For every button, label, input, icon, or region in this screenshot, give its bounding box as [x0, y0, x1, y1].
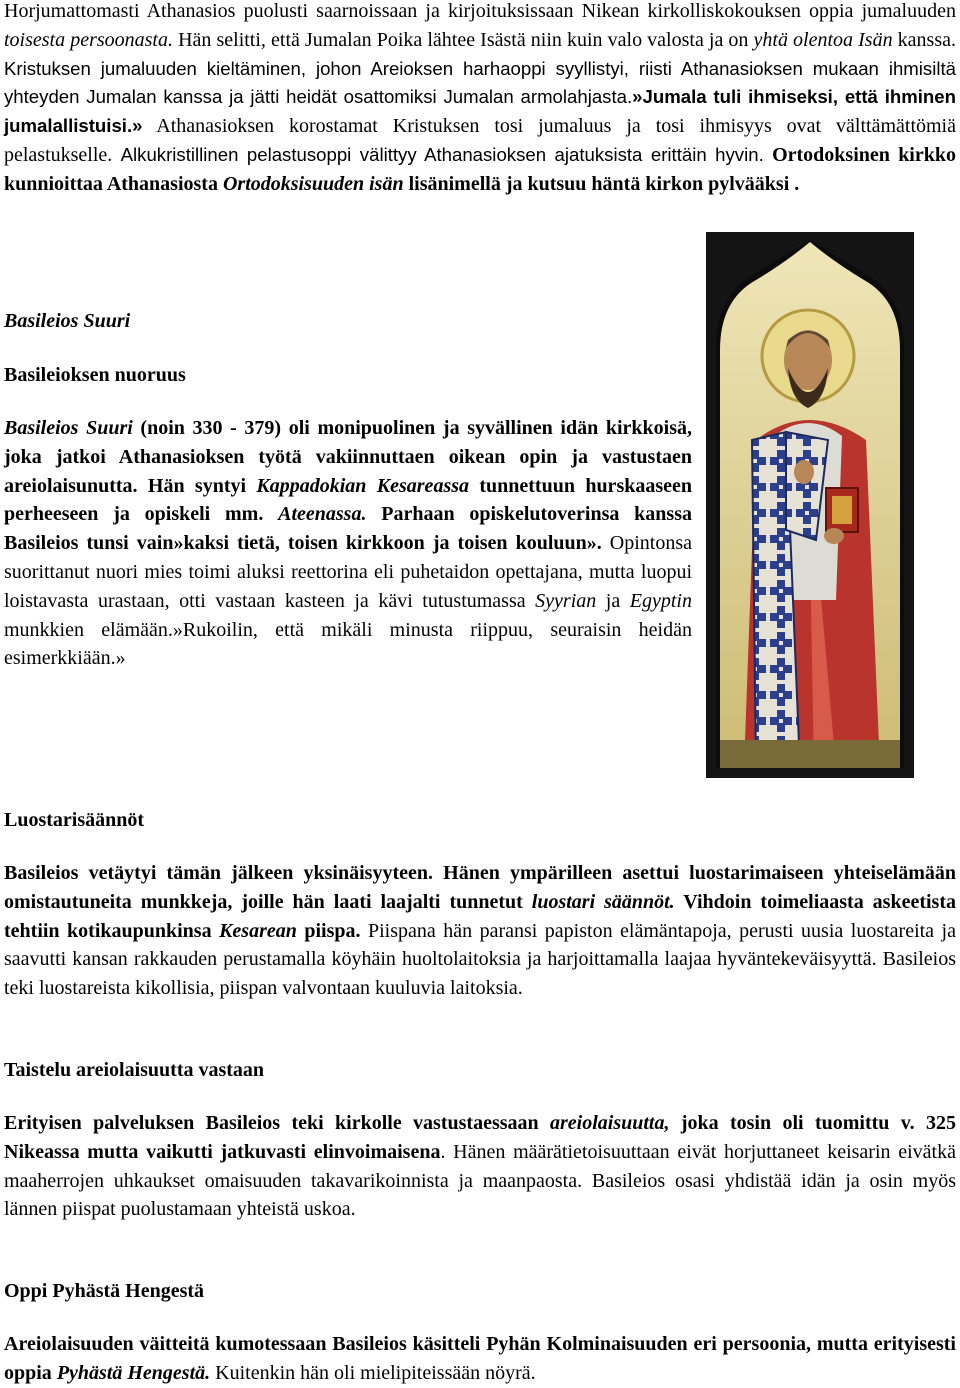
monastic-rules-paragraph: Basileios vetäytyi tämän jälkeen yksinäisyyteen. Hänen ympärilleen asettui luostarimaiseen yhteiselämään omistautuneita munkkeja, joille hän laati laajalti tunnetut luostari säännöt. Vihdoin toimeliaasta askeetista tehtiin kotikaupunkinsa Kesarean piispa. Piispana hän paransi papiston elämäntapoja, perusti uusia luostareita ja saavutti kansan rakkauden perustamalla köyhäin huoltolaitoksia ja harjoittamalla laajaa hyväntekeväisyyttä. Basileios teki luostareista kikollisia, piispan valvontaan kuuluvia laitoksia. — [4, 862, 957, 1000]
holy-spirit-paragraph: Areiolaisuuden väitteitä kumotessaan Basileios käsitteli Pyhän Kolminaisuuden eri persoonia, mutta erityisesti oppia Pyhästä Hengestä. Kuitenkin hän oli mielipiteissään nöyrä. — [4, 1333, 956, 1384]
athanasios-paragraph: Horjumattomasti Athanasios puolusti saarnoissaan ja kirjoituksissaan Nikean kirkolliskokouksen oppia jumaluuden toisesta persoonasta. Hän selitti, että Jumalan Poika lähtee Isästä niin kuin valo valosta ja on yhtä olentoa Isän kanssa. Kristuksen jumaluuden kieltäminen, johon Areioksen harhaoppi syyllistyi, riisti Athanasioksen mukaan ihmisiltä yhteyden Jumalan kanssa ja jätti heidät osattomiksi Jumalan armolahjasta.»Jumala tuli ihmiseksi, että ihminen jumalallistuisi.» Athanasioksen korostamat Kristuksen tosi jumaluus ja tosi ihmisyys ovat välttämättömiä pelastukselle. Alkukristillinen pelastusoppi välittyy Athanasioksen ajatuksista erittäin hyvin. Ortodoksinen kirkko kunnioittaa Athanasiosta Ortodoksisuuden isän lisänimellä ja kutsuu häntä kirkon pylvääksi . — [4, 0, 956, 195]
section-heading-basileios: Basileios Suuri — [4, 310, 131, 332]
section-heading-struggle: Taistelu areiolaisuutta vastaan — [4, 1059, 265, 1081]
struggle-paragraph: Erityisen palveluksen Basileios teki kirkolle vastustaessaan areiolaisuutta, joka tosin oli tuomittu v. 325 Nikeassa mutta vaikutti jatkuvasti elinvoimaisena. Hänen määrätietoisuuttaan eivät horjuttaneet keisarin eivätkä maaherrojen uhkaukset omaisuuden takavarikoinnista ja maanpaosta. Basileios osasi yhdistää idän ja osin myös lännen piispat puolustamaan yhteistä uskoa. — [4, 1112, 956, 1221]
saint-basil-icon — [716, 240, 904, 768]
section-heading-spirit: Oppi Pyhästä Hengestä — [4, 1280, 205, 1302]
basileios-youth-paragraph: Basileios Suuri (noin 330 - 379) oli monipuolinen ja syvällinen idän kirkkoisä, joka jatkoi Athanasioksen työtä vakiinnuttaen oikean opin ja vastustaen areiolaisunutta. Hän syntyi Kappadokian Kesareassa tunnettuun hurskaaseen perheeseen ja opiskeli mm. Ateenassa. Parhaan opiskelutoverinsa kanssa Basileios tunsi vain»kaksi tietä, toisen kirkkoon ja toisen kouluun». Opintonsa suorittanut nuori mies toimi aluksi reettorina eli puhetaidon opettajana, mutta luopui loistavasta urastaan, otti vastaan kasteen ja kävi tutustumassa Syyrian ja Egyptin munkkien elämään.»Rukoilin, että mikäli minusta riippuu, seuraisin heidän esimerkkiään.» — [4, 417, 693, 670]
section-heading-youth: Basileioksen nuoruus — [4, 364, 186, 386]
section-heading-rules: Luostarisäännöt — [4, 809, 145, 831]
saint-basil-icon-image — [706, 232, 914, 778]
